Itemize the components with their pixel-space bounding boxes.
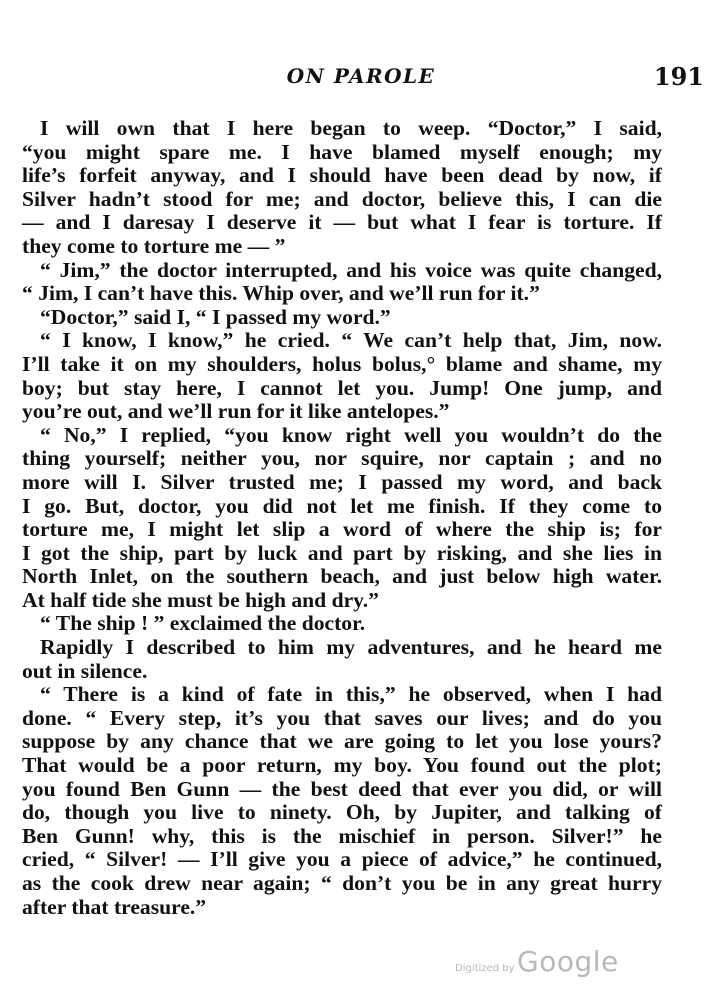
text-line: “ Jim, I can’t have this. Whip over, and we’ll run for it.” [22,281,540,306]
text-line: as the cook drew near again; “ don’t you be in any great hurry [22,871,662,895]
text-line: you found Ben Gunn — the best deed that ever you did, or will [22,776,662,801]
text-line: out in silence. [22,658,148,683]
watermark-small-text: Digitized by [455,963,515,974]
paragraph [22,424,662,613]
text-line: — and I daresay I deserve it — but what I fear is torture. If [22,210,662,235]
text-line: That would be a poor return, my boy. You found out the plot; [22,753,662,778]
running-title: ON PAROLE [286,64,436,88]
text-line: they come to torture me — ” [22,233,286,258]
text-line: Rapidly I described to him my adventures, and he heard me [40,635,662,660]
text-line: boy; but stay here, I cannot let you. Jump! One jump, and [22,375,662,400]
google-logo: Google [517,945,619,978]
text-line: suppose by any chance that we are going to let you lose yours? [22,729,662,754]
text-line: more will I. Silver trusted me; I passed my word, and back [22,469,662,494]
text-line: I’ll take it on my shoulders, holus bolus,° blame and shame, my [22,351,662,376]
text-line: I got the ship, part by luck and part by risking, and she lies in [22,540,662,565]
digitized-watermark [455,943,619,983]
text-line: Silver hadn’t stood for me; and doctor, believe this, I can die [22,186,662,211]
paragraph [22,683,662,919]
text-line: do, though you live to ninety. Oh, by Jupiter, and talking of [22,800,662,825]
body-text [22,117,662,919]
text-line: torture me, I might let slip a word of where the ship is; for [22,517,662,542]
paragraph [22,117,662,259]
text-line: “ I know, I know,” he cried. “ We can’t help that, Jim, now. [40,328,662,353]
paragraph [22,329,662,423]
text-line: done. “ Every step, it’s you that saves our lives; and do you [22,705,662,730]
text-line: North Inlet, on the southern beach, and just below high water. [22,564,662,589]
text-line: “ No,” I replied, “you know right well you wouldn’t do the [40,422,662,447]
text-line: Ben Gunn! why, this is the mischief in person. Silver!” he [22,823,662,848]
paragraph [22,259,662,306]
text-line: after that treasure.” [22,894,207,919]
paragraph [22,306,662,330]
text-line: “you might spare me. I have blamed myself enough; my [22,139,662,164]
text-line: thing yourself; neither you, nor squire, nor captain ; and no [22,446,662,471]
text-line: I will own that I here began to weep. “Doctor,” I said, [40,116,662,140]
text-line: I go. But, doctor, you did not let me finish. If they come to [22,493,662,518]
paragraph [22,612,662,636]
text-line: cried, “ Silver! — I’ll give you a piece of advice,” he continued, [22,847,662,872]
text-line: At half tide she must be high and dry.” [22,587,379,612]
text-line: “ There is a kind of fate in this,” he observed, when I had [40,682,662,707]
text-line: life’s forfeit anyway, and I should have been dead by now, if [22,163,662,188]
text-line: “ Jim,” the doctor interrupted, and his voice was quite changed, [40,257,662,282]
text-line: “Doctor,” said I, “ I passed my word.” [40,304,391,329]
text-line: “ The ship ! ” exclaimed the doctor. [40,611,366,636]
paragraph [22,636,662,683]
page-number: 191 [653,62,704,91]
text-line: you’re out, and we’ll run for it like antelopes.” [22,399,450,424]
page-header [40,62,704,98]
